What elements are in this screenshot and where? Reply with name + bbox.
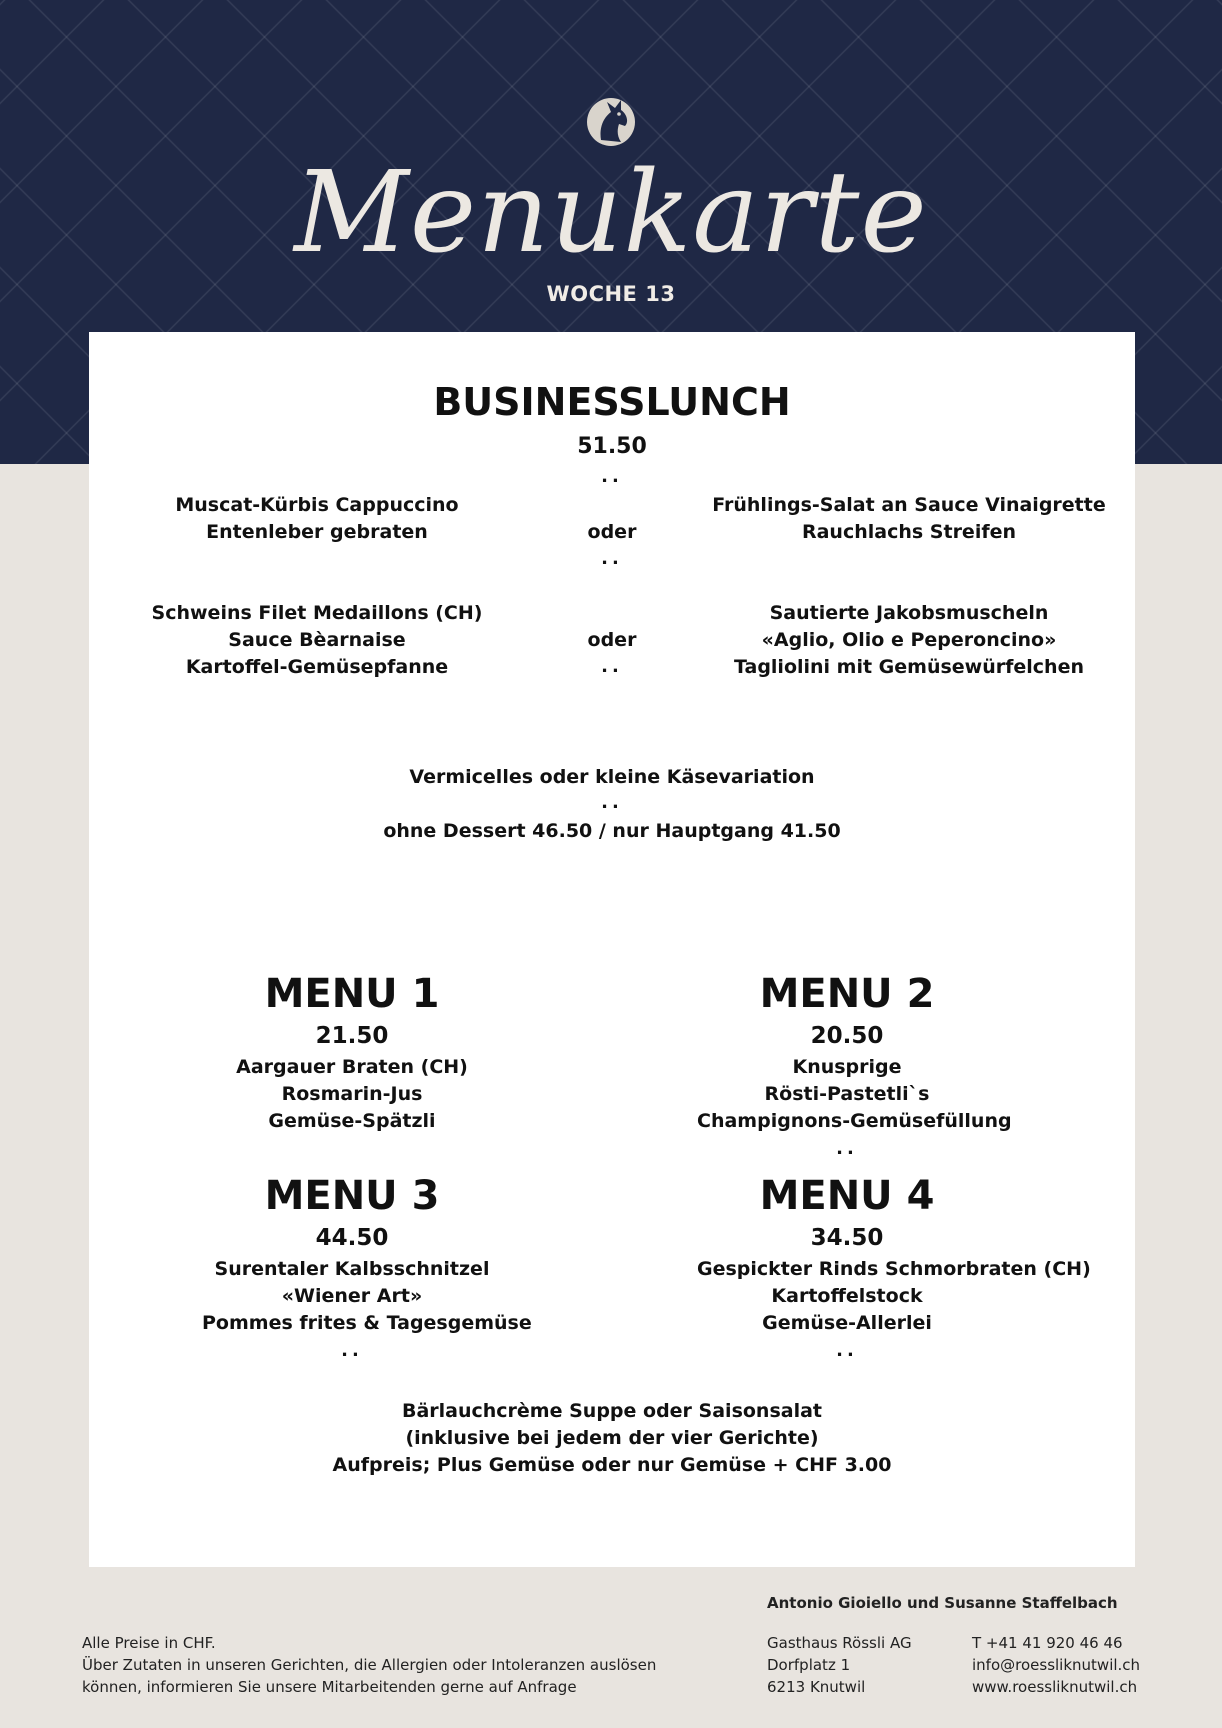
menu-1-title: MENU 1 [264,971,440,1017]
main-or: oder [587,629,637,651]
menu-3-line: Surentaler Kalbsschnitzel [214,1258,490,1280]
contact-email[interactable]: info@roessliknutwil.ch [972,1656,1141,1674]
starter-right-line: Frühlings-Salat an Sauce Vinaigrette [712,494,1106,516]
main-left-line: Schweins Filet Medaillons (CH) [151,602,483,624]
main-left-line: Kartoffel-Gemüsepfanne [185,656,449,678]
starter-left-line: Entenleber gebraten [206,521,428,543]
menu-1-line: Rosmarin-Jus [281,1083,423,1105]
contact-website[interactable]: www.roessliknutwil.ch [972,1678,1138,1696]
menu-4-line: Gespickter Rinds Schmorbraten (CH) [697,1258,1091,1280]
menu-4-price: 34.50 [810,1225,884,1251]
separator-dots: .. [601,548,623,569]
starter-or: oder [587,521,637,543]
menu-footer-line: (inklusive bei jedem der vier Gerichte) [405,1427,819,1449]
menu-2-line: Rösti-Pastetli`s [764,1083,930,1105]
menu-1-price: 21.50 [315,1023,389,1049]
menu-4-line: Kartoffelstock [771,1285,923,1307]
menu-2-line: Knusprige [792,1056,902,1078]
footer-note: Über Zutaten in unseren Gerichten, die Allergien oder Intoleranzen auslösen [82,1656,657,1674]
businesslunch-price: 51.50 [577,434,647,459]
dessert-line: Vermicelles oder kleine Käsevariation [409,766,815,788]
address-line: 6213 Knutwil [767,1678,866,1696]
starter-right-line: Rauchlachs Streifen [801,521,1017,543]
menu-2-price: 20.50 [810,1023,884,1049]
menu-4-line: Gemüse-Allerlei [762,1312,932,1334]
separator-dots: .. [836,1138,858,1159]
main-right-line: Tagliolini mit Gemüsewürfelchen [733,656,1084,678]
separator-dots: .. [836,1340,858,1361]
separator-dots: .. [601,466,623,487]
separator-dots: .. [341,1340,363,1361]
hosts-name: Antonio Gioiello und Susanne Staffelbach [767,1594,1118,1612]
separator-dots: .. [601,656,623,677]
menu-2-title: MENU 2 [759,971,935,1017]
main-right-line: Sautierte Jakobsmuscheln [769,602,1049,624]
menu-3-price: 44.50 [315,1225,389,1251]
main-left-line: Sauce Bèarnaise [228,629,406,651]
contact-phone: T +41 41 920 46 46 [972,1634,1123,1652]
address-line: Gasthaus Rössli AG [767,1634,912,1652]
footer-note: Alle Preise in CHF. [82,1634,216,1652]
starter-left-line: Muscat-Kürbis Cappuccino [175,494,459,516]
separator-dots: .. [601,792,623,813]
menu-1-line: Aargauer Braten (CH) [236,1056,468,1078]
main-right-line: «Aglio, Olio e Peperoncino» [761,629,1057,651]
horse-head-icon [583,92,639,148]
menu-2-line: Champignons-Gemüsefüllung [697,1110,1012,1132]
footer-note: können, informieren Sie unsere Mitarbeitenden gerne auf Anfrage [82,1678,577,1696]
menu-footer-line: Aufpreis; Plus Gemüse oder nur Gemüse + CHF 3.00 [332,1454,892,1476]
menu-title: Menukarte [294,148,928,278]
menu-3-line: «Wiener Art» [281,1285,423,1307]
dessert-options: ohne Dessert 46.50 / nur Hauptgang 41.50 [383,820,841,842]
menu-3-title: MENU 3 [264,1173,440,1219]
menu-3-line: Pommes frites & Tagesgemüse [202,1312,532,1334]
menu-card [89,332,1135,1567]
businesslunch-title: BUSINESSLUNCH [433,380,791,424]
menu-1-line: Gemüse-Spätzli [268,1110,436,1132]
menu-4-title: MENU 4 [759,1173,935,1219]
week-label: WOCHE 13 [546,282,676,306]
address-line: Dorfplatz 1 [767,1656,851,1674]
menu-footer-line: Bärlauchcrème Suppe oder Saisonsalat [401,1400,823,1422]
